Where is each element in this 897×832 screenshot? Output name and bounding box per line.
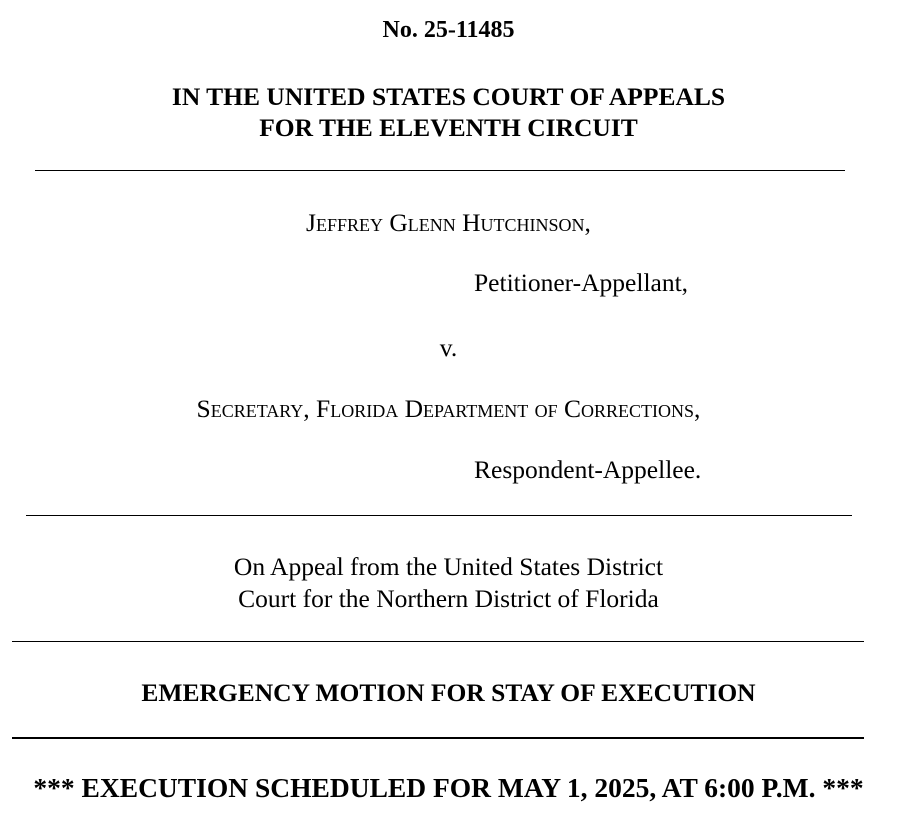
separator-rule — [35, 170, 845, 171]
separator-rule — [12, 641, 864, 642]
appeal-from-line-1: On Appeal from the United States District — [233, 552, 664, 581]
motion-title: EMERGENCY MOTION FOR STAY OF EXECUTION — [141, 678, 756, 707]
court-name-line-1: IN THE UNITED STATES COURT OF APPEALS — [171, 82, 726, 111]
court-name-line-2: FOR THE ELEVENTH CIRCUIT — [259, 113, 638, 142]
respondent-name: Secretary, Florida Department of Corrections, — [196, 394, 701, 423]
petitioner-name: Jeffrey Glenn Hutchinson, — [306, 208, 591, 237]
appeal-from-line-2: Court for the Northern District of Florida — [238, 584, 659, 613]
versus: v. — [439, 333, 458, 362]
execution-notice: *** EXECUTION SCHEDULED FOR MAY 1, 2025, AT 6:00 P.M. *** — [33, 772, 864, 803]
separator-rule — [26, 515, 852, 516]
case-number: No. 25-11485 — [382, 17, 515, 43]
respondent-role: Respondent-Appellee. — [474, 455, 702, 484]
petitioner-role: Petitioner-Appellant, — [474, 268, 689, 297]
separator-rule — [12, 737, 864, 739]
